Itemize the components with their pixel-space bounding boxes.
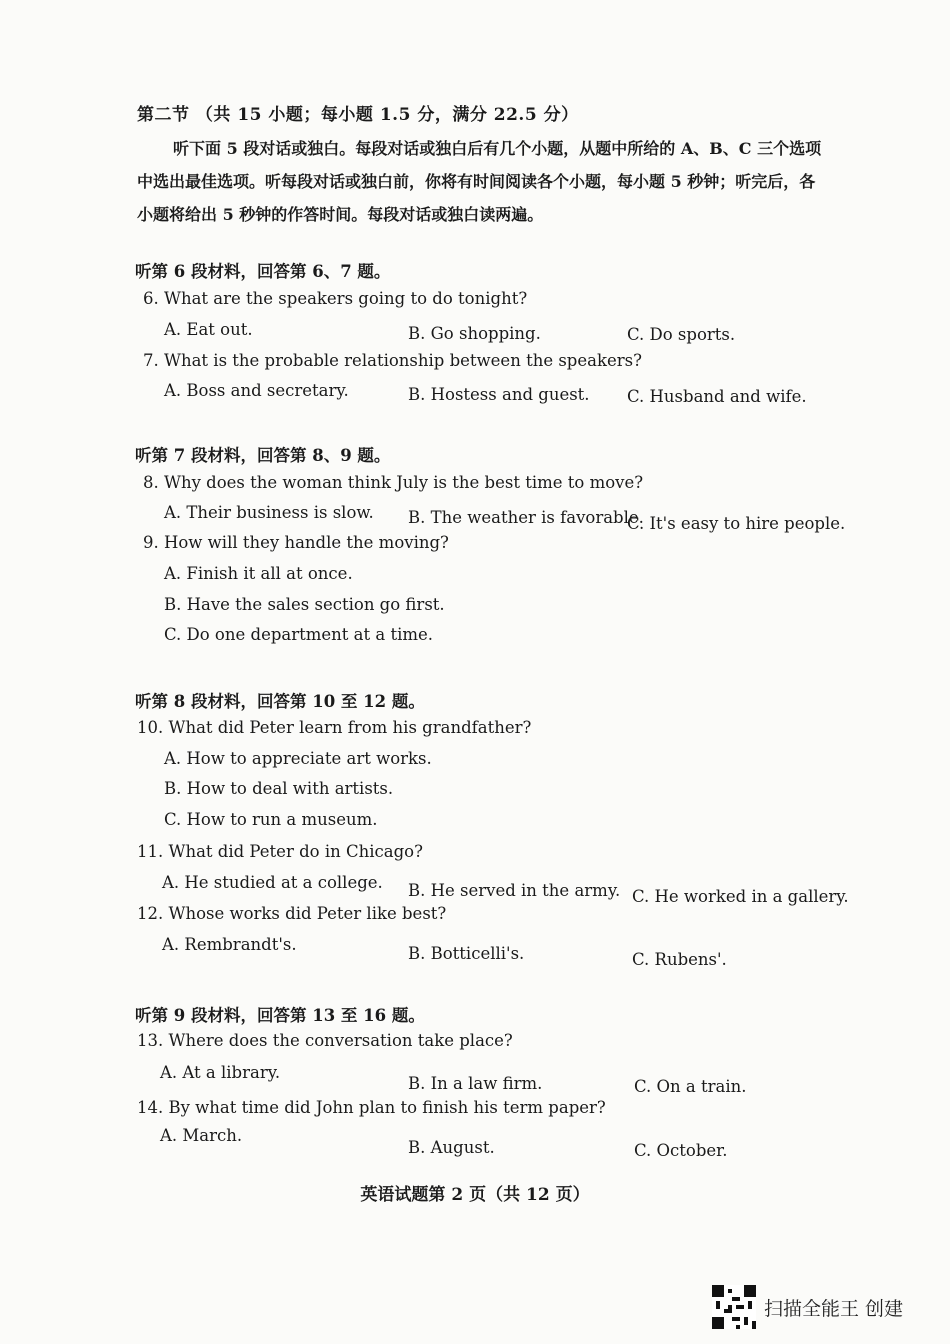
group-heading-6: 听第 6 段材料，回答第 6、7 题。 bbox=[135, 262, 391, 281]
question-12: 12. Whose works did Peter like best? bbox=[137, 904, 447, 923]
option-7c: C. Husband and wife. bbox=[627, 387, 807, 406]
question-7: 7. What is the probable relationship between the speakers? bbox=[143, 351, 642, 370]
question-8: 8. Why does the woman think July is the best time to move? bbox=[143, 473, 644, 492]
group-heading-7: 听第 7 段材料，回答第 8、9 题。 bbox=[135, 446, 391, 465]
option-8c: C. It's easy to hire people. bbox=[627, 514, 846, 533]
option-12a: A. Rembrandt's. bbox=[162, 935, 297, 954]
instructions-text: 听下面 5 段对话或独白。每段对话或独白后有几个小题，从题中所给的 A、B、C 三个选项中选出最佳选项。听每段对话或独白前，你将有时间阅读各个小题，每小题 5 秒钟；听完后，各小题将给出 5 秒钟的作答时间。每段对话或独白读两遍。 bbox=[137, 139, 822, 224]
question-10: 10. What did Peter learn from his grandfather? bbox=[137, 718, 532, 737]
scanner-watermark bbox=[712, 1285, 903, 1329]
option-6b: B. Go shopping. bbox=[408, 324, 541, 343]
option-8a: A. Their business is slow. bbox=[164, 503, 374, 522]
question-9: 9. How will they handle the moving? bbox=[143, 533, 449, 552]
question-13: 13. Where does the conversation take place? bbox=[137, 1031, 513, 1050]
option-14c: C. October. bbox=[634, 1141, 728, 1160]
option-12c: C. Rubens'. bbox=[632, 950, 727, 969]
option-10c: C. How to run a museum. bbox=[164, 810, 378, 829]
option-9a: A. Finish it all at once. bbox=[164, 564, 353, 583]
scanner-label: 扫描全能王 创建 bbox=[764, 1297, 904, 1320]
option-7b: B. Hostess and guest. bbox=[408, 385, 590, 404]
option-10b: B. How to deal with artists. bbox=[164, 779, 394, 798]
option-11c: C. He worked in a gallery. bbox=[632, 887, 849, 906]
section-instructions bbox=[137, 132, 827, 231]
option-13c: C. On a train. bbox=[634, 1077, 747, 1096]
option-13a: A. At a library. bbox=[160, 1063, 281, 1082]
option-14b: B. August. bbox=[408, 1138, 495, 1157]
option-11a: A. He studied at a college. bbox=[162, 873, 383, 892]
option-7a: A. Boss and secretary. bbox=[164, 381, 349, 400]
group-heading-9: 听第 9 段材料，回答第 13 至 16 题。 bbox=[135, 1006, 425, 1025]
option-9c: C. Do one department at a time. bbox=[164, 625, 434, 644]
qr-code-icon bbox=[712, 1285, 756, 1329]
option-6a: A. Eat out. bbox=[164, 320, 253, 339]
group-heading-8: 听第 8 段材料，回答第 10 至 12 题。 bbox=[135, 692, 425, 711]
question-14: 14. By what time did John plan to finish his term paper? bbox=[137, 1098, 606, 1117]
page-footer: 英语试题第 2 页（共 12 页） bbox=[360, 1185, 590, 1205]
option-10a: A. How to appreciate art works. bbox=[164, 749, 432, 768]
question-6: 6. What are the speakers going to do tonight? bbox=[143, 289, 528, 308]
section-title: 第二节 （共 15 小题；每小题 1.5 分，满分 22.5 分） bbox=[137, 105, 579, 125]
option-11b: B. He served in the army. bbox=[408, 881, 621, 900]
option-9b: B. Have the sales section go first. bbox=[164, 595, 445, 614]
question-11: 11. What did Peter do in Chicago? bbox=[137, 842, 423, 861]
option-6c: C. Do sports. bbox=[627, 325, 736, 344]
option-13b: B. In a law firm. bbox=[408, 1074, 543, 1093]
option-8b: B. The weather is favorable. bbox=[408, 508, 644, 527]
option-14a: A. March. bbox=[160, 1126, 243, 1145]
option-12b: B. Botticelli's. bbox=[408, 944, 525, 963]
